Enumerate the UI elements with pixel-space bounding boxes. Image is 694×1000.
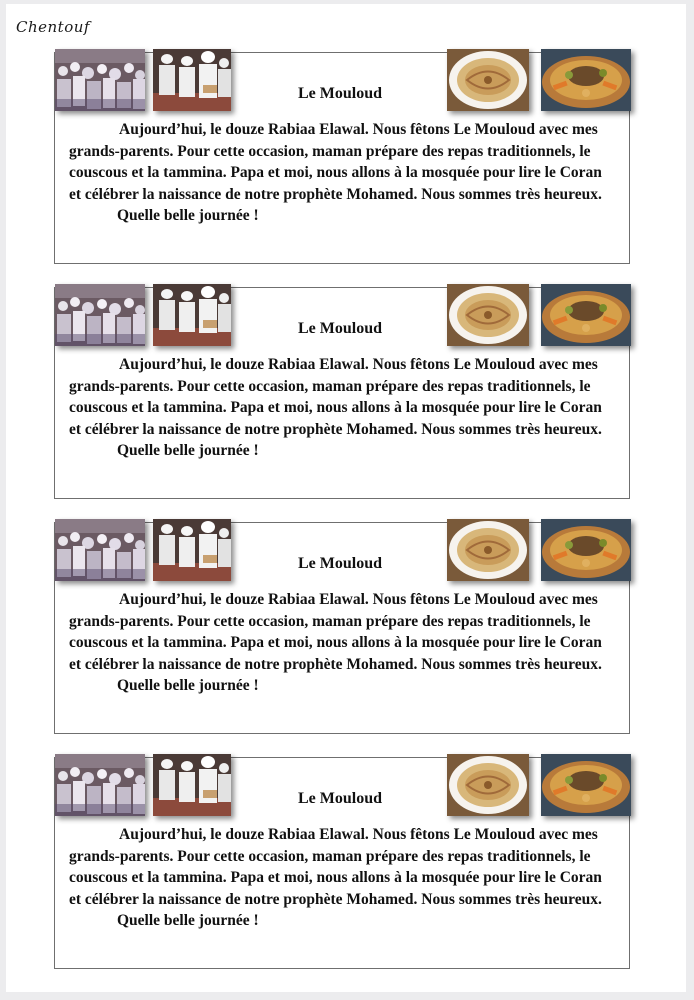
tammina-dish-photo [447, 519, 529, 581]
men-reading-photo [153, 284, 231, 346]
couscous-dish-photo [541, 284, 631, 346]
crowd-celebration-photo [55, 519, 145, 581]
card-text [69, 824, 609, 932]
author-signature: Chentouf [16, 18, 90, 36]
card-text [69, 589, 609, 697]
card-paragraph: Aujourd’hui, le douze Rabiaa Elawal. Nous fêtons Le Mouloud avec mes grands-parents. Pour cette occasion, maman prépare des repas traditionnels, le couscous et la tammina. Papa et moi, nous allons à la mosquée pour lire le Coran et célébrer la naissance de notre prophète Mohamed. Nous sommes très heureux. [69, 591, 602, 673]
men-reading-photo [153, 519, 231, 581]
card-closing: Quelle belle journée ! [117, 912, 259, 929]
card-paragraph: Aujourd’hui, le douze Rabiaa Elawal. Nous fêtons Le Mouloud avec mes grands-parents. Pour cette occasion, maman prépare des repas traditionnels, le couscous et la tammina. Papa et moi, nous allons à la mosquée pour lire le Coran et célébrer la naissance de notre prophète Mohamed. Nous sommes très heureux. [69, 121, 602, 203]
card-title: Le Mouloud [298, 85, 383, 102]
mouloud-card [54, 757, 630, 969]
card-title: Le Mouloud [298, 320, 383, 337]
card-closing: Quelle belle journée ! [117, 677, 259, 694]
crowd-celebration-photo [55, 49, 145, 111]
document-page [6, 4, 686, 992]
card-paragraph: Aujourd’hui, le douze Rabiaa Elawal. Nous fêtons Le Mouloud avec mes grands-parents. Pour cette occasion, maman prépare des repas traditionnels, le couscous et la tammina. Papa et moi, nous allons à la mosquée pour lire le Coran et célébrer la naissance de notre prophète Mohamed. Nous sommes très heureux. [69, 356, 602, 438]
tammina-dish-photo [447, 754, 529, 816]
crowd-celebration-photo [55, 754, 145, 816]
couscous-dish-photo [541, 519, 631, 581]
mouloud-card [54, 522, 630, 734]
tammina-dish-photo [447, 49, 529, 111]
couscous-dish-photo [541, 754, 631, 816]
card-title: Le Mouloud [298, 555, 383, 572]
card-title: Le Mouloud [298, 790, 383, 807]
card-paragraph: Aujourd’hui, le douze Rabiaa Elawal. Nous fêtons Le Mouloud avec mes grands-parents. Pour cette occasion, maman prépare des repas traditionnels, le couscous et la tammina. Papa et moi, nous allons à la mosquée pour lire le Coran et célébrer la naissance de notre prophète Mohamed. Nous sommes très heureux. [69, 826, 602, 908]
men-reading-photo [153, 754, 231, 816]
card-text [69, 119, 609, 227]
card-closing: Quelle belle journée ! [117, 207, 259, 224]
card-text [69, 354, 609, 462]
mouloud-card [54, 287, 630, 499]
couscous-dish-photo [541, 49, 631, 111]
card-closing: Quelle belle journée ! [117, 442, 259, 459]
men-reading-photo [153, 49, 231, 111]
crowd-celebration-photo [55, 284, 145, 346]
mouloud-card [54, 52, 630, 264]
tammina-dish-photo [447, 284, 529, 346]
